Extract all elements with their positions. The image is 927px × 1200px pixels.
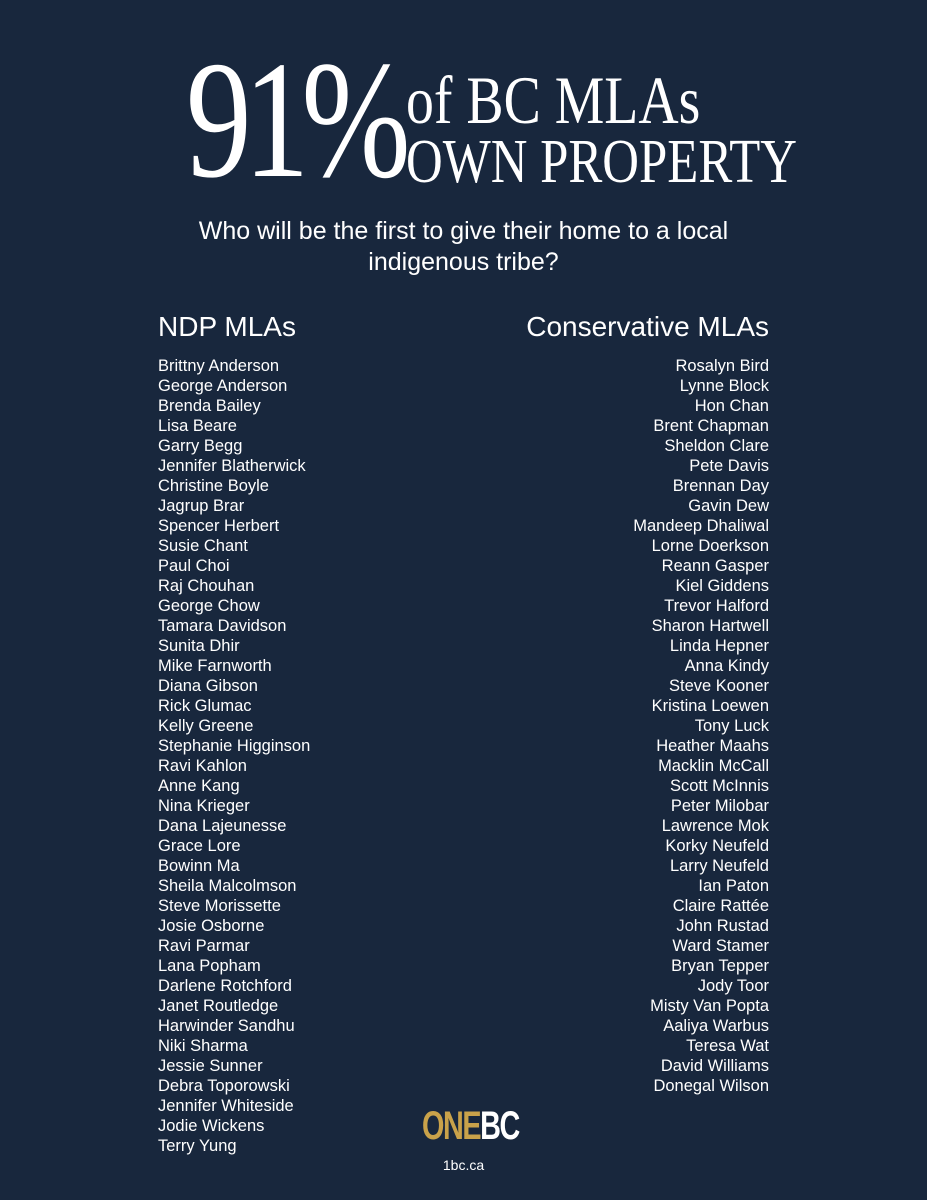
mla-name: David Williams [660,1057,769,1075]
mla-name: Misty Van Popta [650,997,769,1015]
mla-name: Claire Rattée [672,897,769,915]
subtitle-line-2: indigenous tribe? [368,248,559,276]
mla-name: Bryan Tepper [671,957,769,975]
mla-name: Lawrence Mok [661,817,769,835]
mla-name: Kristina Loewen [651,697,769,715]
mla-name: Larry Neufeld [669,857,769,875]
mla-name: Ravi Parmar [158,937,250,955]
mla-name: Jennifer Whiteside [158,1097,294,1115]
mla-name: Tamara Davidson [158,617,287,635]
mla-name: Trevor Halford [664,597,769,615]
mla-name: Terry Yung [158,1137,237,1155]
mla-name: Susie Chant [158,537,248,555]
mla-name: Linda Hepner [669,637,769,655]
headline-line-1: of BC MLAs [406,62,701,138]
mla-name: Bowinn Ma [158,857,240,875]
mla-name: Jessie Sunner [158,1057,263,1075]
mla-name: Tony Luck [694,717,769,735]
mla-name: John Rustad [676,917,769,935]
mla-name: Lisa Beare [158,417,237,435]
mla-name: Janet Routledge [158,997,279,1015]
mla-name: Donegal Wilson [653,1077,769,1095]
mla-name: Jennifer Blatherwick [158,457,306,475]
mla-name: Lynne Block [679,377,769,395]
mla-name: Steve Kooner [669,677,769,695]
mla-name: Spencer Herbert [158,517,280,535]
mla-name: Brenda Bailey [158,397,261,415]
mla-name: Darlene Rotchford [158,977,292,995]
ndp-name-list [158,356,310,1156]
mla-name: Kelly Greene [158,717,254,735]
mla-name: Ward Stamer [672,937,769,955]
mla-name: Anna Kindy [684,657,769,675]
mla-name: Harwinder Sandhu [158,1017,295,1035]
mla-name: Jodie Wickens [158,1117,265,1135]
mla-name: Pete Davis [689,457,769,475]
mla-name: George Chow [158,597,260,615]
mla-name: Nina Krieger [158,797,250,815]
mla-name: Brent Chapman [653,417,769,435]
headline-percent: 91% [186,27,403,213]
mla-name: Anne Kang [158,777,240,795]
mla-name: Kiel Giddens [675,577,769,595]
mla-name: Jody Toor [697,977,769,995]
mla-name: Gavin Dew [688,497,769,515]
mla-name: Paul Choi [158,557,230,575]
logo-bc-text: BC [480,1104,519,1148]
mla-name: Jagrup Brar [158,497,245,515]
logo-one-text: ONE [422,1104,481,1148]
mla-name: Brittny Anderson [158,357,280,375]
mla-name: Brennan Day [672,477,769,495]
mla-name: Rick Glumac [158,697,252,715]
mla-name: Steve Morissette [158,897,281,915]
mla-name: Reann Gasper [661,557,769,575]
mla-name: Teresa Wat [686,1037,769,1055]
mla-name: Sheldon Clare [664,437,769,455]
subtitle [0,216,927,278]
mla-name: Sunita Dhir [158,637,240,655]
mla-name: Peter Milobar [670,797,769,815]
conservative-name-list [633,356,769,1096]
mla-name: Stephanie Higginson [158,737,311,755]
mla-name: Sharon Hartwell [651,617,769,635]
mla-name: Josie Osborne [158,917,265,935]
subtitle-line-1: Who will be the first to give their home to a local [198,217,729,245]
mla-name: Ian Paton [698,877,769,895]
mla-name: Lana Popham [158,957,261,975]
mla-name: Korky Neufeld [665,837,769,855]
mla-name: Niki Sharma [158,1037,248,1055]
mla-name: Grace Lore [158,837,241,855]
mla-name: Rosalyn Bird [675,357,769,375]
mla-name: Scott McInnis [669,777,769,795]
mla-name: Raj Chouhan [158,577,255,595]
mla-name: Macklin McCall [658,757,769,775]
mla-name: Lorne Doerkson [651,537,769,555]
mla-name: Mandeep Dhaliwal [633,517,769,535]
conservative-heading: Conservative MLAs [526,311,769,342]
mla-name: Dana Lajeunesse [158,817,287,835]
onebc-logo [422,1104,519,1148]
mla-name: Mike Farnworth [158,657,272,675]
mla-name: Ravi Kahlon [158,757,247,775]
headline-line-2: OWN PROPERTY [406,128,797,196]
mla-name: Sheila Malcolmson [158,877,297,895]
mla-name: Garry Begg [158,437,243,455]
headline [180,27,797,213]
website-url: 1bc.ca [442,1157,485,1173]
mla-name: Christine Boyle [158,477,269,495]
mla-name: Hon Chan [694,397,769,415]
mla-name: George Anderson [158,377,288,395]
mla-name: Aaliya Warbus [663,1017,769,1035]
ndp-heading: NDP MLAs [158,311,296,342]
mla-name: Heather Maahs [656,737,769,755]
mla-name: Diana Gibson [158,677,258,695]
mla-name: Debra Toporowski [158,1077,290,1095]
